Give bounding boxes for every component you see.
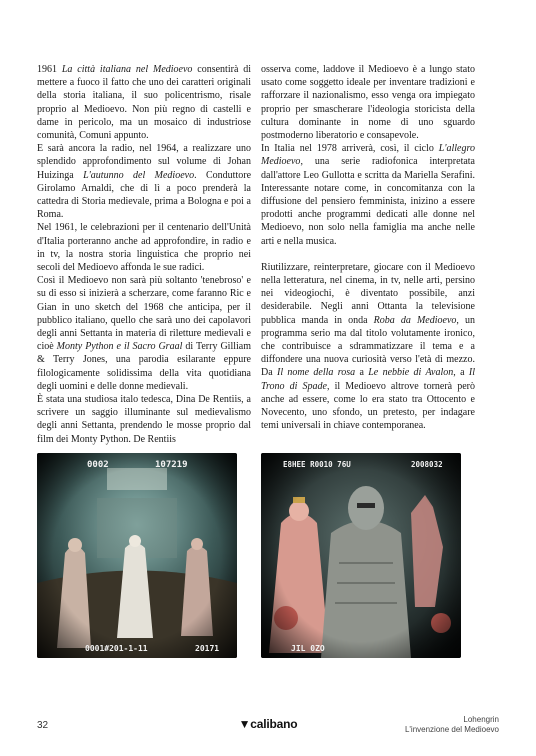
italic-title: L'allegro Medioevo — [261, 143, 475, 168]
text-run: Riutilizzare, reinterpretare, giocare con il Medioevo nella letteratura, nel cinema, in tv, nelle arti, persino nei videogiochi, è diventato possibile, anzi desiderabile. Negli anni Ottanta la televisione pubblica manda in onda — [261, 261, 475, 326]
running-header-line-2: L'invenzione del Medioevo — [404, 725, 499, 734]
tv-still-left-illustration — [37, 453, 237, 658]
text-run: , un programma serio ma dal titolo volutamente ironico, che contribuisce a sdrammatizzare il tema e a diffondere una nuova curiosità verso l'età di mezzo. Da — [261, 314, 475, 379]
italic-title: L'autunno del Medioevo — [83, 169, 195, 181]
italic-title: Monty Python e il Sacro Graal — [56, 341, 183, 353]
readout-top-left: E8HEE R0010 76U — [283, 460, 351, 469]
paragraph-gap — [261, 248, 475, 261]
right-text-column — [261, 63, 475, 432]
paragraph — [37, 63, 251, 142]
calibano-logo — [226, 717, 310, 731]
italic-title: Roba da Medioevo — [373, 314, 457, 326]
paragraph: osserva come, laddove il Medioevo è a lungo stato usato come soggetto ideale per inventare tradizioni e rafforzare il nazionalismo, esso venga ora impiegato proprio per smascherare l'ideologia storicista della cultura dominante in nome di uno sguardo postmoderno liberatorio e consapevole. — [261, 64, 475, 142]
italic-title: Le nebbie di Avalon — [368, 367, 454, 379]
italic-title: Il nome della rosa — [277, 367, 356, 379]
paragraph — [37, 142, 251, 221]
logo-text: calibano — [250, 717, 298, 731]
text-run: , il Medioevo altrove tornerà però anche ad essere, come lo era stato tra Ottocento e Novecento, uno sfondo, un pretesto, per indagare temi universali in chiave contemporanea. — [261, 380, 476, 432]
tv-still-right-illustration — [261, 453, 461, 658]
running-header-line-1: Lohengrin — [463, 715, 499, 724]
readout-bottom-left: 0001#201-1-11 — [85, 644, 148, 653]
readout-top-right: 107219 — [155, 460, 188, 470]
text-run: 1961 — [37, 64, 62, 75]
readout-bottom-left: JIL 0ZO — [291, 644, 325, 653]
text-run: Così il Medioevo non sarà più soltanto 'tenebroso' e su di esso si inizierà a scherzare, come faranno Ric e Gian in uno sketch del 1968 che anticipa, per il pubblico italiano, quello che sarà uno dei capolavori degli anni Settanta in materia di riletture medievali e cioè — [37, 275, 251, 353]
text-run: di Terry Gilliam & Terry Jones, una parodia esilarante eppure filologicamente solidissima della vita quotidiana degli uomini e delle donne medievali. — [37, 341, 252, 392]
text-run: , una serie radiofonica interpretata dall'attore Leo Gullotta e scritta da Mariella Serafini. Interessante notare come, in concomitanza con la diffusione del pensiero femminista, inizino a essere prodotti anche programmi dedicati alle donne nel Medioevo, non solo nella famiglia ma anche nelle arti e nella musica. — [261, 156, 475, 247]
left-text-column — [37, 63, 251, 446]
running-header — [405, 715, 499, 735]
text-run: In Italia nel 1978 arriverà, così, il ciclo — [261, 143, 439, 155]
text-run: consentirà di mettere a fuoco il fatto che uno dei caratteri originali della storia italiana, il suo policentrismo, risale proprio al Medioevo. Non più regno di castelli e dame in pericolo, ma un mosaico di industriose comunità, Comuni appunto. — [37, 64, 252, 142]
text-run: . Conduttore Girolamo Arnaldi, che di lì a poco prenderà la cattedra di Storia medievale, prima a Bologna e poi a Roma. — [37, 169, 252, 221]
paragraph — [261, 261, 475, 433]
text-run: , a — [453, 367, 469, 379]
paragraph — [261, 142, 475, 248]
text-run: a — [355, 367, 369, 379]
paragraph: Nel 1961, le celebrazioni per il centenario dell'Unità d'Italia porteranno anche ad approfondire, in radio e in tv, la nostra storia linguistica che proprio nei secoli del Medioevo affonda le sue radici. — [37, 222, 251, 274]
readout-bottom-right: 20171 — [195, 644, 220, 653]
italic-title: La città italiana nel Medioevo — [61, 64, 193, 75]
page-number: 32 — [37, 720, 49, 731]
tv-still-photo-left — [37, 453, 237, 658]
paragraph — [37, 274, 251, 393]
logo-mark-icon: ▼ — [238, 717, 251, 731]
text-run: E sarà ancora la radio, nel 1964, a realizzare uno splendido approfondimento sul volume di Johan Huizinga — [37, 143, 251, 181]
paragraph: È stata una studiosa italo tedesca, Dina De Rentiis, a scrivere un saggio illuminante sul medievalismo degli anni Settanta, prendendo le mosse proprio dal film dei Monty Python. De Rentiis — [37, 394, 251, 445]
italic-title: Il Trono di Spade — [261, 367, 475, 392]
readout-top-left: 0002 — [87, 460, 109, 470]
readout-top-right: 2008032 — [411, 460, 443, 469]
tv-still-photo-right — [261, 453, 461, 658]
